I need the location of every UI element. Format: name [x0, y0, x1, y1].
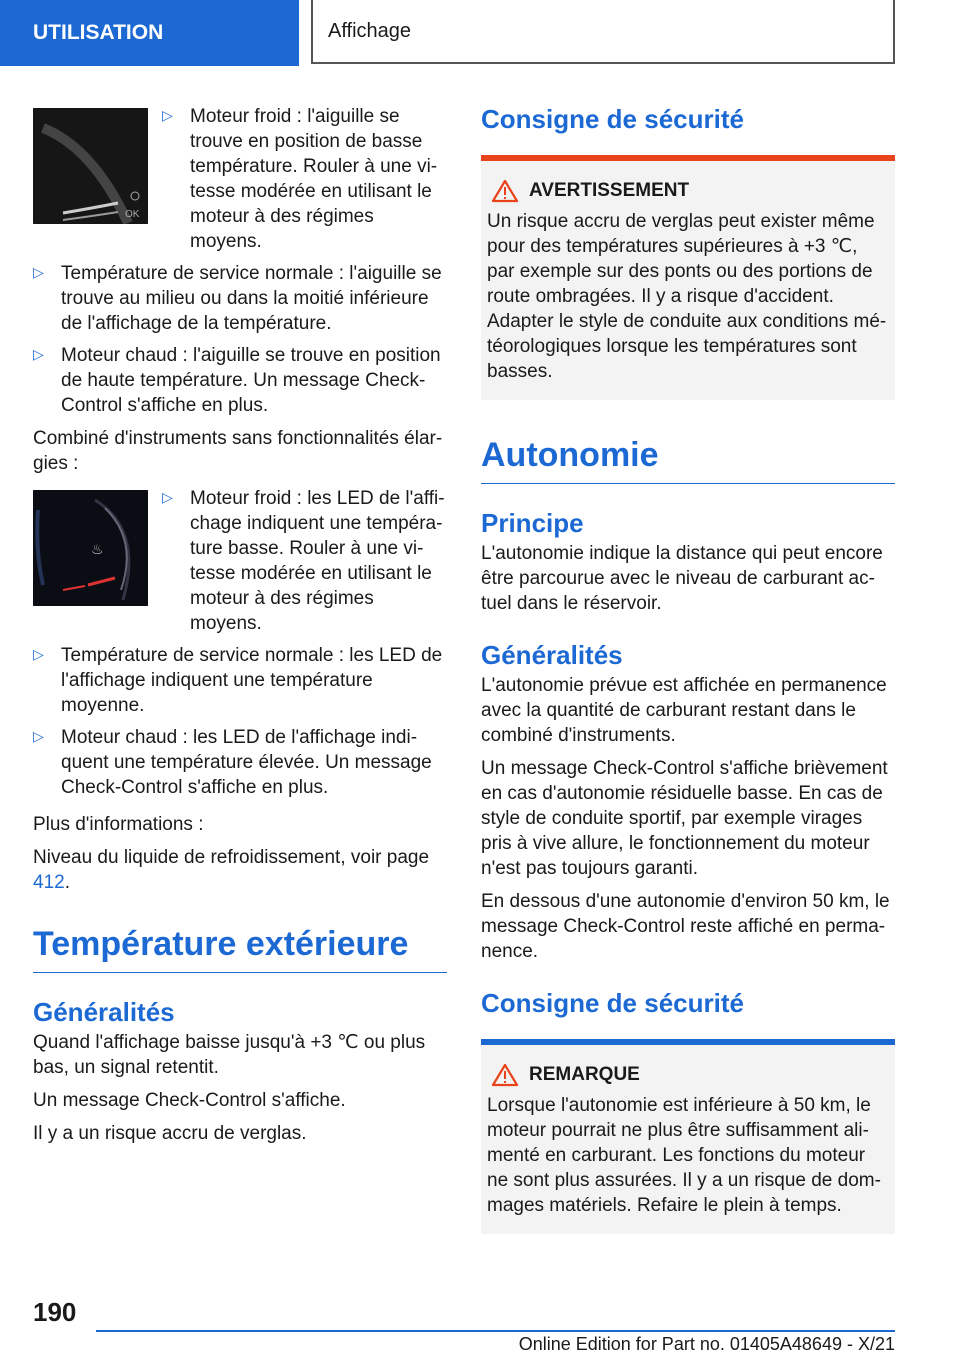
left-column: [33, 104, 447, 1154]
paragraph: Quand l'affichage baisse jusqu'à +3 ℃ ou plus bas, un signal retentit.: [33, 1032, 426, 1078]
warning-header: [487, 179, 889, 203]
safety-heading: Consigne de sécurité: [481, 104, 744, 134]
paragraph: En dessous d'une autonomie d'environ 50 km, le message Check-Control reste affiché en permanence.: [481, 891, 890, 962]
triangle-bullet-icon: ▷: [33, 728, 44, 744]
section-heading-autonomie: Autonomie: [481, 436, 895, 484]
more-info-label: Plus d'informations :: [33, 814, 204, 835]
figure-row-1: [33, 104, 447, 261]
warning-triangle-icon: [491, 1063, 519, 1087]
paragraph: Il y a un risque accru de verglas.: [33, 1123, 307, 1144]
bullet-list-1: [162, 104, 447, 261]
figure-row-2: [33, 486, 447, 643]
chapter-tab: [311, 0, 895, 64]
chapter-title: Affichage: [328, 19, 412, 42]
remark-label: REMARQUE: [529, 1064, 640, 1085]
svg-text:♨: ♨: [91, 542, 104, 558]
paragraph: Un message Check-Control s'affiche.: [33, 1090, 346, 1111]
edition-text: Online Edition for Part no. 01405A48649 - X/21: [518, 1334, 895, 1354]
cross-reference: Niveau du liquide de refroidissement, voir page 412.: [33, 847, 430, 893]
temperature-led-gauge-image: [33, 490, 148, 606]
triangle-bullet-icon: ▷: [33, 346, 44, 362]
paragraph: L'autonomie prévue est affichée en permanence avec la quantité de carburant restant dans le combiné d'instruments.: [481, 675, 887, 746]
remark-text: Lorsque l'autonomie est inférieure à 50 km, le moteur pourrait ne plus être suffisamment alimenté en carburant. Les fonctions du moteur ne sont plus assurées. Il y a un risque de dommages matériels. Refaire le plein à temps.: [487, 1095, 881, 1216]
right-column: [481, 104, 895, 1234]
page-link[interactable]: 412: [33, 872, 65, 893]
subheading-principe: Principe: [481, 508, 584, 538]
paragraph: Un message Check-Control s'affiche brièvement en cas d'autonomie résiduelle basse. En cas de style de conduite sportif, par exemple virages pris à vive allure, le fonctionnement du moteur n'est pas toujours garanti.: [481, 758, 888, 879]
safety-heading: Consigne de sécurité: [481, 988, 744, 1018]
warning-triangle-icon: [491, 179, 519, 203]
subheading-generalites: Généralités: [481, 640, 623, 670]
list-item: ▷ Moteur froid : les LED de l'affichage indiquent une température basse. Rouler à une vitesse modérée en utilisant le moteur à des régimes moyens.: [162, 488, 445, 634]
warning-box: [481, 155, 895, 400]
list-item: ▷ Moteur chaud : l'aiguille se trouve en position de haute température. Un message Check-Control s'affiche en plus.: [33, 345, 441, 416]
subheading-generalites: Généralités: [33, 997, 175, 1027]
svg-text:OK: OK: [125, 209, 140, 220]
list-item: ▷ Moteur chaud : les LED de l'affichage indiquent une température élevée. Un message Check-Control s'affiche en plus.: [33, 727, 432, 798]
warning-text: Un risque accru de verglas peut exister même pour des températures supérieures à +3 ℃, par exemple sur des ponts ou des portions de route ombragées. Il y a risque d'accident. Adapter le style de conduite aux conditions météorologiques lorsque les températures sont basses.: [487, 211, 887, 382]
paragraph: L'autonomie indique la distance qui peut encore être parcourue avec le niveau de carburant actuel dans le réservoir.: [481, 543, 883, 614]
remark-header: [487, 1063, 889, 1087]
list-item: ▷ Moteur froid : l'aiguille se trouve en position de basse température. Rouler à une vitesse modérée en utilisant le moteur à des régimes moyens.: [162, 106, 438, 252]
section-heading-temperature: Température extérieure: [33, 925, 447, 973]
intro-paragraph: Combiné d'instruments sans fonctionnalités élargies :: [33, 428, 443, 474]
triangle-bullet-icon: ▷: [33, 264, 44, 280]
list-item: ▷ Température de service normale : l'aiguille se trouve au milieu ou dans la moitié inférieure de l'affichage de la température.: [33, 263, 442, 334]
section-title: UTILISATION: [33, 21, 164, 44]
triangle-bullet-icon: ▷: [33, 646, 44, 662]
section-tab: [0, 0, 299, 66]
triangle-bullet-icon: ▷: [162, 489, 173, 505]
list-item: ▷ Température de service normale : les LED de l'affichage indiquent une température moyenne.: [33, 645, 443, 716]
warning-label: AVERTISSEMENT: [529, 180, 690, 201]
remark-box: [481, 1039, 895, 1234]
triangle-bullet-icon: ▷: [162, 107, 173, 123]
temperature-gauge-needle-image: [33, 108, 148, 224]
page-number: 190: [33, 1297, 77, 1327]
bullet-list-2: [162, 486, 447, 643]
footer-divider: [96, 1330, 895, 1332]
